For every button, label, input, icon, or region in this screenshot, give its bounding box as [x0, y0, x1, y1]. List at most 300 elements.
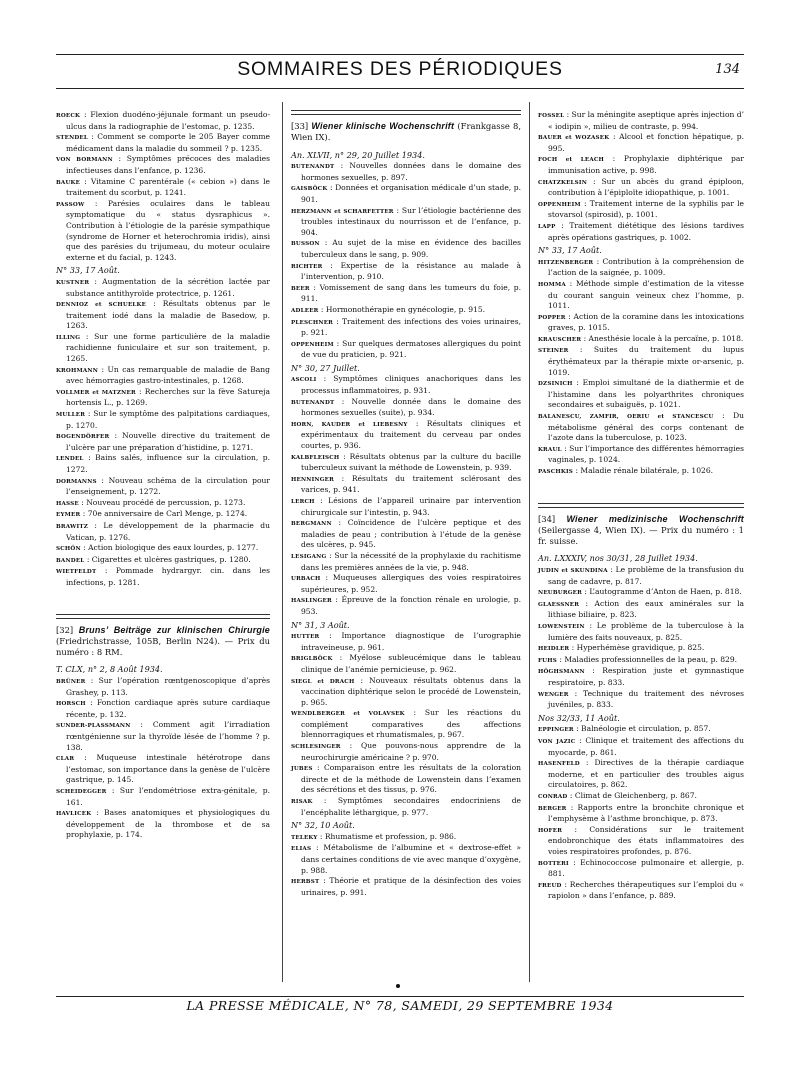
entry-author: CONRAD: [538, 793, 568, 800]
entry-author: DZSINICH: [538, 381, 573, 388]
entry-text: : Vitamine C parentérale (« cebion ») dans le traitement du scorbut, p. 1241.: [66, 176, 270, 198]
entry-author: CLAR: [56, 756, 75, 763]
entry-text: : Rapports entre la bronchite chronique et l’emphysème à l’asthme bronchique, p. 873.: [548, 802, 744, 824]
bibliography-entry: [56, 365, 270, 387]
issue-heading: N° 31, 3 Août.: [291, 619, 350, 630]
entry-author: KROHMANN: [56, 367, 99, 374]
bibliography-entry: [56, 110, 270, 132]
journal-address: (Friedrichstrasse, 105B, Berlin N24). — Prix du numéro : 8 RM.: [56, 635, 270, 658]
entry-text: : Anesthésie locale à la percaïne, p. 1018.: [581, 333, 744, 343]
bibliography-entry: [538, 334, 744, 346]
entry-text: : Symptômes cliniques anachoriques dans les processus inflammatoires, p. 931.: [301, 374, 521, 396]
footer-rule: [56, 996, 744, 997]
issue-heading: N° 32, 10 Août.: [291, 820, 355, 831]
entry-text: : Bains salés, influence sur la circulation, p. 1272.: [66, 453, 270, 474]
entry-author: BAUER et WOZASEK: [538, 135, 610, 142]
entry-author: BRIGLBÖCK: [291, 656, 333, 663]
entry-author: EYMER: [56, 512, 81, 519]
entry-text: : Traitement diététique des lésions tardives après opérations gastriques, p. 1002.: [548, 220, 744, 242]
bibliography-entry: [291, 474, 521, 496]
entry-list: [56, 676, 270, 841]
column-right: [538, 110, 744, 902]
entry-text: : Alcool et fonction hépatique, p. 995.: [548, 132, 744, 153]
journal-heading: [291, 121, 521, 144]
bibliography-entry: [291, 283, 521, 305]
entry-text: : Résultats obtenus par le traitement iodé dans la maladie de Basedow, p. 1263.: [66, 299, 270, 331]
entry-author: CHATZKELSIN: [538, 179, 588, 186]
entry-author: ILLING: [56, 334, 81, 341]
journal-name: Bruns’ Beiträge zur klinischen Chirurgie: [78, 624, 271, 635]
entry-author: ASCOLI: [291, 377, 317, 384]
entry-author: RICHTER: [291, 263, 323, 270]
bibliography-entry: [538, 221, 744, 243]
entry-author: SCHLESINGER: [291, 744, 341, 751]
entry-list: [538, 565, 744, 711]
bibliography-entry: [291, 796, 521, 818]
bibliography-entry: [538, 154, 744, 176]
bibliography-entry: [56, 786, 270, 808]
entry-author: LESIGANG: [291, 553, 327, 560]
bibliography-entry: [56, 498, 270, 510]
entry-author: LOWENSTEIN: [538, 624, 585, 631]
entry-author: BRAWITZ: [56, 523, 88, 530]
entry-text: : Emploi simultané de la diathermie et de l’histamine dans les polyarthrites chroniques secondaires et subaiguës, p. 1021.: [548, 378, 744, 410]
entry-text: : Sur l’opération rœntgenoscopique d’après Grashey, p. 113.: [66, 676, 270, 697]
bibliography-entry: [291, 573, 521, 595]
bibliography-entry: [538, 880, 744, 902]
entry-text: : Sur l’importance des différentes hémorragies vaginales, p. 1024.: [548, 443, 744, 465]
entry-text: : Métabolisme de l’albumine et « dextrose-effet » dans certaines conditions de vie avec manque d’oxygène, p. 988.: [301, 843, 521, 875]
bibliography-entry: [56, 555, 270, 567]
bibliography-entry: [538, 378, 744, 411]
bibliography-entry: [538, 791, 744, 803]
bibliography-entry: [538, 466, 744, 478]
bibliography-entry: [291, 518, 521, 551]
entry-text: : Technique du traitement des névroses juvéniles, p. 833.: [548, 688, 744, 710]
journal-name: Wiener klinische Wochenschrift: [311, 121, 455, 131]
entry-author: LAPP: [538, 223, 556, 230]
entry-text: : Que pouvons-nous apprendre de la neurochirurgie américaine ? p. 970.: [301, 741, 521, 762]
entry-text: : Vomissement de sang dans les tumeurs du foie, p. 911.: [301, 282, 521, 304]
bibliography-entry: [56, 199, 270, 264]
bibliography-entry: [538, 565, 744, 587]
entry-author: BUTENANDT: [291, 164, 335, 171]
entry-author: JUDIN et SKUNDINA: [538, 568, 608, 575]
page-number: 134: [715, 62, 740, 77]
bibliography-entry: [538, 825, 744, 858]
bibliography-entry: [56, 132, 270, 154]
bibliography-entry: [538, 279, 744, 312]
entry-author: SCHEIDEGGER: [56, 788, 107, 795]
bibliography-entry: [56, 431, 270, 453]
bibliography-entry: [291, 339, 521, 361]
entry-list: [538, 724, 744, 902]
entry-author: HASLINGER: [291, 598, 332, 605]
bibliography-entry: [538, 599, 744, 621]
entry-author: HITZENBERGER: [538, 259, 594, 266]
entry-author: OPPENHEIM: [291, 341, 334, 348]
entry-author: SUNDER-PLASSMANN: [56, 723, 131, 730]
entry-author: BRÜNER: [56, 679, 86, 686]
bibliography-entry: [538, 177, 744, 199]
issue-heading: An. XLVII, n° 29, 20 Juillet 1934.: [291, 149, 425, 160]
entry-author: GAISBÖCK: [291, 186, 328, 193]
footer-ornament: [396, 984, 400, 988]
entry-text: : Traitement interne de la syphilis par le stovarsol (spirosid), p. 1001.: [548, 198, 744, 220]
bibliography-entry: [291, 876, 521, 898]
entry-text: : Recherches thérapeutiques sur l’emploi du « rapiolon » dans l’enfance, p. 889.: [548, 879, 744, 901]
bibliography-entry: [538, 758, 744, 791]
entry-author: ELIAS: [291, 846, 312, 853]
bibliography-entry: [291, 261, 521, 283]
entry-text: : Le problème de la tuberculose à la lumière des faits nouveaux, p. 825.: [548, 621, 744, 642]
entry-text: : Hyperhémèse gravidique, p. 825.: [569, 643, 705, 653]
entry-author: HERZMANN et SCHARFETTER: [291, 208, 394, 215]
entry-author: JUBES: [291, 766, 313, 773]
column-divider-left: [282, 102, 283, 982]
bibliography-entry: [56, 676, 270, 698]
entry-text: : Considérations sur le traitement endobronchique des états inflammatoires des voies respiratoires profondes, p. 876.: [548, 824, 744, 856]
entry-author: DENNIOZ et SCHUELKE: [56, 302, 147, 309]
entry-text: : Pommade hydrargyr. cin. dans les infections, p. 1281.: [66, 566, 270, 587]
entry-text: : Maladie rénale bilatérale, p. 1026.: [573, 466, 714, 475]
header-rule-top: [56, 54, 744, 55]
column-divider-right: [529, 102, 530, 982]
entry-text: : Coïncidence de l’ulcère peptique et des maladies de peau ; contribution à l’étude de la genèse des ulcères, p. 945.: [301, 518, 521, 550]
entry-list: [56, 110, 270, 263]
entry-author: LERCH: [291, 499, 315, 505]
entry-author: BUTENANDT: [291, 399, 335, 406]
entry-text: : Symptômes secondaires endocriniens de l’encéphalite léthargique, p. 977.: [301, 796, 521, 817]
bibliography-entry: [56, 720, 270, 753]
entry-text: : Myélose subleucémique dans le tableau clinique de l’anémie pernicieuse, p. 962.: [301, 653, 521, 674]
entry-text: : Fonction cardiaque après suture cardiaque récente, p. 132.: [66, 698, 270, 719]
entry-author: BALANESCU, ZAMFIR, OERIU et STANCESCU: [538, 414, 714, 421]
entry-author: NEUBURGER: [538, 590, 582, 597]
entry-text: : Sur le symptôme des palpitations cardiaques, p. 1270.: [66, 409, 270, 430]
entry-author: URBACH: [291, 576, 321, 583]
entry-author: HOMMA: [538, 281, 566, 288]
bibliography-entry: [538, 621, 744, 643]
entry-text: : Expertise de la résistance au malade à l’intervention, p. 910.: [301, 260, 521, 282]
entry-author: POPPER: [538, 314, 566, 321]
entry-text: : Sur une forme particulière de la maladie rachidienne funiculaire et sur son traitement, p. 1265.: [66, 331, 270, 364]
bibliography-entry: [56, 566, 270, 588]
bibliography-entry: [291, 419, 521, 452]
bibliography-entry: [538, 736, 744, 758]
entry-author: VON JAZIC: [538, 738, 576, 745]
page-title: SOMMAIRES DES PÉRIODIQUES: [237, 58, 563, 80]
bibliography-entry: [291, 374, 521, 396]
entry-author: KUSTNER: [56, 279, 90, 286]
issue-heading: An. LXXXIV, nos 30/31, 28 Juillet 1934.: [538, 553, 698, 564]
entry-author: PASSOW: [56, 201, 85, 208]
bibliography-entry: [538, 132, 744, 154]
journal-address: (Seilergasse 4, Wien IX). — Prix du numéro : 1 fr. suisse.: [538, 524, 744, 547]
entry-text: : Comment se comporte le 205 Bayer comme médicament dans la maladie du sommeil ? p. 1235.: [66, 132, 270, 153]
section-separator: [291, 110, 521, 115]
entry-text: : Directives de la thérapie cardiaque moderne, et en particulier des troubles aigus circulatoires, p. 862.: [548, 758, 744, 790]
bibliography-entry: [56, 409, 270, 431]
journal-address: (Frankgasse 8, Wien IX).: [291, 121, 521, 143]
entry-author: RISAK: [291, 799, 313, 806]
entry-author: BOTTERI: [538, 860, 569, 867]
entry-author: BERGMANN: [291, 521, 332, 528]
entry-text: : Le développement de la pharmacie du Vatican, p. 1276.: [66, 520, 270, 542]
entry-text: : Données et organisation médicale d’un stade, p. 901.: [301, 183, 521, 204]
entry-text: : Sur les réactions du complément comparatives des affections blennorragiques et rhumatismales, p. 967.: [301, 708, 521, 740]
entry-author: FOSSEL: [538, 113, 565, 119]
entry-author: HASENFELD: [538, 761, 580, 768]
entry-author: SCHÖN: [56, 546, 81, 553]
journal-number: [32]: [56, 624, 79, 635]
entry-author: HOFER: [538, 827, 563, 834]
entry-author: KRAUSCHER: [538, 336, 582, 343]
bibliography-entry: [291, 843, 521, 876]
entry-text: : Cigarettes et ulcères gastriques, p. 1280.: [84, 554, 251, 564]
header-rule-bottom: [56, 88, 744, 89]
entry-list: [538, 257, 744, 478]
bibliography-entry: [291, 551, 521, 573]
bibliography-entry: [291, 452, 521, 474]
column-middle: [291, 110, 521, 898]
entry-author: BANDEL: [56, 557, 85, 564]
bibliography-entry: [291, 653, 521, 675]
entry-text: : Parésies oculaires dans le tableau symptomatique du « status dysraphicus ». Contribution à l’étiologie de la parésie sympathique (syndrome de Horner et heterochromia iridis), ainsi que des parésies du trijumeau, du moteur oculaire externe et du facial, p. 1243.: [66, 198, 270, 262]
bibliography-entry: [56, 521, 270, 543]
entry-author: BAUKE: [56, 179, 81, 186]
entry-text: : L’autogramme d’Anton de Haen, p. 818.: [582, 587, 742, 597]
bibliography-entry: [538, 643, 744, 655]
bibliography-entry: [56, 543, 270, 555]
entry-author: BERGER: [538, 805, 567, 812]
entry-text: : Maladies professionnelles de la peau, p. 829.: [556, 654, 738, 664]
entry-author: FOCH et LEACH: [538, 157, 605, 164]
bibliography-entry: [56, 476, 270, 498]
entry-list: [538, 110, 744, 243]
column-left: [56, 110, 270, 841]
entry-author: PLESCHNER: [291, 319, 334, 326]
entry-text: : Nouvelle directive du traitement de l’ulcère par une préparation d’histidine, p. 1271.: [66, 431, 270, 452]
bibliography-entry: [291, 183, 521, 205]
entry-author: VON BORMANN: [56, 157, 113, 164]
journal-heading: [538, 514, 744, 548]
bibliography-entry: [291, 741, 521, 763]
entry-text: : Rhumatisme et profession, p. 986.: [317, 831, 457, 841]
bibliography-entry: [291, 496, 521, 518]
bibliography-entry: [291, 631, 521, 653]
bibliography-entry: [56, 154, 270, 176]
entry-author: ADLEER: [291, 307, 319, 314]
section-separator: [56, 614, 270, 619]
entry-text: : Hormonothérapie en gynécologie, p. 915.: [318, 304, 486, 314]
entry-text: : Nouvelle donnée dans le domaine des hormones sexuelles (suite), p. 934.: [301, 396, 521, 418]
entry-text: : Sur un abcès du grand épiploon, contribution à l’épiploïte idiopathique, p. 1001.: [548, 176, 744, 198]
bibliography-entry: [56, 808, 270, 841]
entry-text: : Nouveau procédé de percussion, p. 1273.: [78, 497, 246, 507]
entry-text: : Résultats obtenus par la culture du bacille tuberculeux suivant la méthode de Lowenstein, p. 939.: [301, 451, 521, 473]
entry-text: : Muqueuse intestinale hétérotrope dans l’estomac, son importance dans la genèse de l’ulcère gastrique, p. 145.: [66, 753, 270, 785]
bibliography-entry: [538, 655, 744, 667]
bibliography-entry: [538, 724, 744, 736]
entry-text: : Sur la méningite aseptique après injection d’ « iodipin », milieu de contraste, p. 994.: [548, 110, 744, 131]
entry-text: : Nouvelles données dans le domaine des hormones sexuelles, p. 897.: [301, 161, 521, 182]
journal-number: [34]: [538, 513, 567, 524]
bibliography-entry: [291, 161, 521, 183]
entry-text: : Sur quelques dermatoses allergiques du point de vue du praticien, p. 921.: [301, 338, 521, 360]
bibliography-entry: [538, 110, 744, 132]
entry-text: : Méthode simple d’estimation de la vitesse du courant sanguin veineux chez l’homme, p. 1011.: [548, 278, 744, 311]
bibliography-entry: [538, 411, 744, 444]
entry-text: : Symptômes précoces des maladies infectieuses dans l’enfance, p. 1236.: [66, 154, 270, 175]
entry-author: VOLLMER et MATZNER: [56, 389, 136, 396]
entry-author: EPPINGER: [538, 727, 574, 734]
entry-text: : Importance diagnostique de l’urographie intraveineuse, p. 961.: [301, 631, 521, 652]
entry-list: [291, 374, 521, 617]
bibliography-entry: [291, 397, 521, 419]
entry-text: : Nouveau schéma de la circulation pour l’enseignement, p. 1272.: [66, 475, 270, 497]
issue-heading: Nos 32/33, 11 Août.: [538, 712, 620, 723]
entry-author: WIETFELDT: [56, 569, 97, 576]
bibliography-entry: [291, 832, 521, 844]
entry-list: [291, 832, 521, 899]
bibliography-entry: [291, 763, 521, 796]
section-separator: [538, 503, 744, 508]
entry-author: OPPENHEIM: [538, 201, 581, 208]
bibliography-entry: [538, 689, 744, 711]
bibliography-entry: [538, 199, 744, 221]
entry-author: WENGER: [538, 691, 569, 698]
page-footer: LA PRESSE MÉDICALE, N° 78, SAMEDI, 29 SEPTEMBRE 1934: [186, 998, 614, 1013]
journal-number: [33]: [291, 121, 312, 131]
entry-text: : Climat de Gleichenberg, p. 867.: [567, 790, 697, 800]
bibliography-entry: [291, 305, 521, 317]
entry-author: TELEKY: [291, 834, 318, 841]
entry-author: FREUD: [538, 882, 562, 889]
entry-author: BUSSON: [291, 241, 320, 248]
entry-text: : Action biologique des eaux lourdes, p. 1277.: [80, 543, 259, 553]
entry-author: KALBFLEISCH: [291, 454, 340, 461]
bibliography-entry: [56, 177, 270, 199]
entry-text: : Action de la coramine dans les intoxications graves, p. 1015.: [548, 311, 744, 333]
bibliography-entry: [538, 257, 744, 279]
bibliography-entry: [291, 676, 521, 709]
entry-author: BOGENDÖRFER: [56, 434, 110, 441]
entry-text: : Résultats cliniques et expérimentaux du traitement du cerveau par ondes courtes, p. 936.: [301, 418, 521, 451]
entry-text: : Flexion duodéno-jéjunale formant un pseudo-ulcus dans la radiographie de l’estomac, p. 1235.: [66, 110, 270, 131]
entry-text: : Au sujet de la mise en évidence des bacilles tuberculeux dans le sang, p. 909.: [301, 238, 521, 259]
entry-author: HÖGHSMANN: [538, 669, 585, 676]
issue-heading: N° 33, 17 Août.: [56, 265, 120, 276]
journal-heading: [56, 625, 270, 659]
entry-author: WENDLBERGER et VOLAVSEK: [291, 711, 405, 718]
entry-text: : Résultats du traitement sclérosant des varices, p. 941.: [301, 473, 521, 495]
entry-text: : Sur l’endométriose extra-génitale, p. 161.: [66, 785, 270, 807]
bibliography-entry: [56, 753, 270, 786]
bibliography-entry: [538, 345, 744, 378]
entry-text: : Contribution à la compréhension de l’action de la saignée, p. 1009.: [548, 256, 744, 278]
entry-text: : Lésions de l’appareil urinaire par intervention chirurgicale sur l’intestin, p. 943.: [301, 496, 521, 517]
bibliography-entry: [538, 803, 744, 825]
entry-list: [291, 161, 521, 361]
entry-author: HORSCH: [56, 701, 86, 708]
entry-author: HENNINGER: [291, 476, 334, 483]
entry-author: PASCHKIS: [538, 469, 574, 475]
entry-text: : Un cas remarquable de maladie de Bang avec hémorragies gastro-intestinales, p. 1268.: [66, 364, 270, 386]
issue-heading: T. CLX, n° 2, 8 Août 1934.: [56, 664, 163, 675]
bibliography-entry: [56, 277, 270, 299]
entry-author: SIEGL et DRACH: [291, 678, 355, 685]
entry-text: : Echinococcose pulmonaire et allergie, p. 881.: [548, 857, 744, 879]
entry-text: : Théorie et pratique de la désinfection des voies urinaires, p. 991.: [301, 876, 521, 897]
entry-author: HASSE: [56, 500, 79, 507]
entry-text: : Du métabolisme général des corps contenant de l’azote dans la tuberculose, p. 1023.: [548, 411, 744, 443]
entry-text: : Balnéologie et circulation, p. 857.: [573, 724, 711, 734]
bibliography-entry: [56, 299, 270, 332]
entry-text: : Épreuve de la fonction rénale en urologie, p. 953.: [301, 595, 521, 616]
bibliography-entry: [538, 444, 744, 466]
entry-author: STEINER: [538, 348, 569, 355]
entry-text: : Muqueuses allergiques des voies respiratoires supérieures, p. 952.: [301, 573, 521, 594]
entry-author: DORMANNS: [56, 478, 97, 485]
bibliography-entry: [291, 708, 521, 741]
bibliography-entry: [56, 387, 270, 409]
entry-author: HORN, KAUDER et LIEBESNY: [291, 421, 408, 428]
issue-heading: N° 30, 27 Juillet.: [291, 362, 360, 373]
entry-text: : Nouveaux résultats obtenus dans la vaccination diphtérique selon le procédé de Lowenstein, p. 965.: [301, 675, 521, 707]
entry-author: HERBST: [291, 879, 320, 886]
entry-text: : Prophylaxie diphtérique par immunisation active, p. 998.: [548, 154, 744, 175]
bibliography-entry: [291, 595, 521, 617]
entry-text: : Clinique et traitement des affections du myocarde, p. 861.: [548, 735, 744, 757]
entry-author: KRAUL: [538, 446, 562, 453]
bibliography-entry: [291, 238, 521, 260]
entry-author: HAVLICEK: [56, 811, 92, 818]
entry-text: : Comparaison entre les résultats de la coloration directe et de la méthode de Lowenstein dans l’examen des sécrétions et des tissus, p. 976.: [301, 763, 521, 795]
entry-text: : Comment agit l’irradiation rœntgénienne sur la thyroïde lésée de l’homme ? p. 138.: [66, 720, 270, 752]
entry-list: [291, 631, 521, 818]
entry-author: STENDEL: [56, 135, 89, 142]
entry-text: : Respiration juste et gymnastique respiratoire, p. 833.: [548, 666, 744, 688]
entry-author: ROECK: [56, 113, 81, 119]
entry-text: : Recherches sur la fève Satureja hortensis L., p. 1269.: [66, 386, 270, 408]
entry-text: : Traitement des infections des voies urinaires, p. 921.: [301, 316, 521, 338]
bibliography-entry: [538, 587, 744, 599]
bibliography-entry: [56, 698, 270, 720]
bibliography-entry: [538, 666, 744, 688]
entry-text: : 70e anniversaire de Carl Menge, p. 1274.: [80, 509, 248, 519]
bibliography-entry: [538, 312, 744, 334]
entry-text: : Bases anatomiques et physiologiques du développement de la thrombose et de sa prophylaxie, p. 174.: [66, 808, 270, 840]
bibliography-entry: [291, 317, 521, 339]
entry-text: : Suites du traitement du lupus érythémateux par la thérapie mixte or-arsenic, p. 1019.: [548, 345, 744, 377]
bibliography-entry: [56, 509, 270, 521]
bibliography-entry: [538, 858, 744, 880]
entry-author: GLAESSNER: [538, 601, 580, 608]
entry-author: BEER: [291, 285, 310, 292]
entry-text: : Le problème de la transfusion du sang de cadavre, p. 817.: [548, 565, 744, 586]
entry-text: : Augmentation de la sécrétion lactée par substance antithyroïde protectrice, p. 1261.: [66, 276, 270, 298]
bibliography-entry: [56, 332, 270, 365]
bibliography-entry: [56, 453, 270, 475]
issue-heading: N° 33, 17 Août.: [538, 245, 602, 256]
entry-list: [56, 277, 270, 589]
journal-name: Wiener medizinische Wochenschrift: [566, 513, 744, 524]
entry-text: : Sur l’étiologie bactérienne des troubles intestinaux du nourrisson et de l’enfance, p. 904.: [301, 205, 522, 237]
bibliography-entry: [291, 206, 521, 239]
entry-author: FUHS: [538, 657, 557, 664]
entry-text: : Action des eaux aminérales sur la lithiase biliaire, p. 823.: [548, 598, 744, 620]
